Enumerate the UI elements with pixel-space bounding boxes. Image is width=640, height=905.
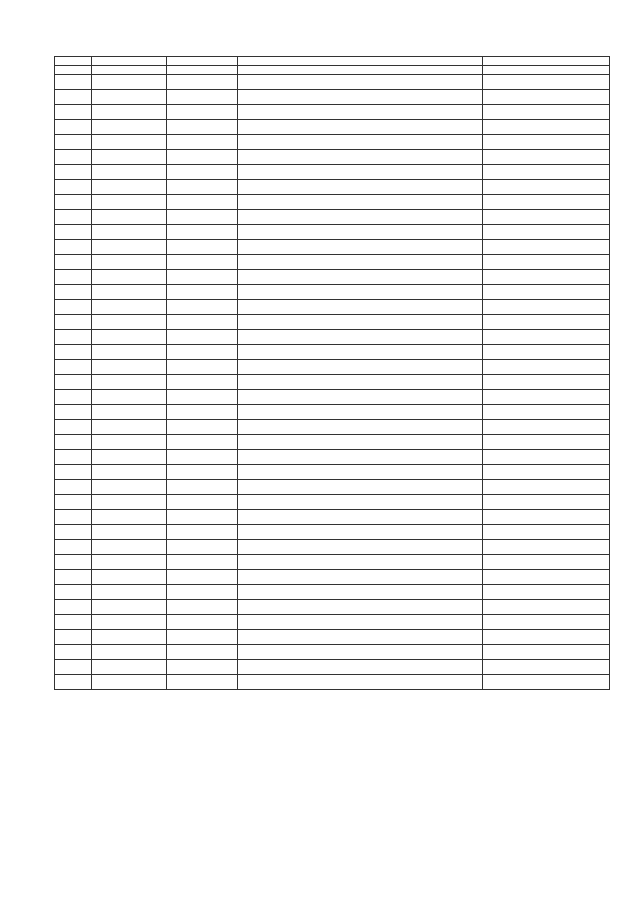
table-row	[55, 405, 610, 420]
table-cell	[167, 180, 238, 195]
table-cell	[55, 510, 92, 525]
table-cell	[55, 450, 92, 465]
table-cell	[55, 135, 92, 150]
table-cell	[238, 615, 483, 630]
table-cell	[92, 300, 167, 315]
table-cell	[483, 75, 610, 90]
table-cell	[92, 615, 167, 630]
table-cell	[167, 330, 238, 345]
table-cell	[55, 360, 92, 375]
table-row	[55, 330, 610, 345]
table-cell	[167, 465, 238, 480]
table-cell	[55, 555, 92, 570]
table-cell	[92, 105, 167, 120]
table-cell	[238, 330, 483, 345]
table-cell	[238, 465, 483, 480]
table-cell	[92, 510, 167, 525]
table-cell	[167, 630, 238, 645]
table-cell	[483, 285, 610, 300]
index-cell	[238, 66, 483, 75]
table-cell	[238, 300, 483, 315]
table-cell	[483, 645, 610, 660]
table-cell	[483, 615, 610, 630]
table-cell	[55, 150, 92, 165]
table-cell	[167, 150, 238, 165]
table-cell	[55, 585, 92, 600]
table-cell	[483, 570, 610, 585]
table-row	[55, 150, 610, 165]
land-plot-table-container	[54, 56, 584, 690]
table-cell	[92, 330, 167, 345]
table-row	[55, 255, 610, 270]
table-cell	[55, 525, 92, 540]
table-cell	[92, 120, 167, 135]
table-cell	[55, 540, 92, 555]
table-cell	[167, 510, 238, 525]
table-cell	[55, 255, 92, 270]
table-cell	[92, 255, 167, 270]
table-cell	[167, 615, 238, 630]
table-cell	[483, 420, 610, 435]
table-cell	[167, 600, 238, 615]
table-cell	[238, 150, 483, 165]
land-plot-table	[54, 56, 610, 690]
table-cell	[167, 120, 238, 135]
header-cell	[483, 57, 610, 66]
table-cell	[483, 315, 610, 330]
table-cell	[167, 285, 238, 300]
table-row	[55, 525, 610, 540]
table-cell	[167, 135, 238, 150]
table-row	[55, 480, 610, 495]
table-cell	[483, 135, 610, 150]
table-cell	[483, 345, 610, 360]
table-cell	[483, 240, 610, 255]
table-cell	[92, 225, 167, 240]
table-cell	[92, 345, 167, 360]
table-cell	[238, 270, 483, 285]
table-cell	[92, 90, 167, 105]
table-row	[55, 465, 610, 480]
table-cell	[238, 480, 483, 495]
table-cell	[92, 375, 167, 390]
table-cell	[483, 540, 610, 555]
table-cell	[167, 435, 238, 450]
table-cell	[483, 435, 610, 450]
table-cell	[167, 420, 238, 435]
table-cell	[483, 630, 610, 645]
table-cell	[92, 660, 167, 675]
table-cell	[92, 135, 167, 150]
table-cell	[483, 360, 610, 375]
table-cell	[55, 165, 92, 180]
table-cell	[238, 90, 483, 105]
table-cell	[167, 75, 238, 90]
table-cell	[55, 315, 92, 330]
table-cell	[55, 390, 92, 405]
table-cell	[238, 630, 483, 645]
table-cell	[92, 525, 167, 540]
table-cell	[92, 600, 167, 615]
table-cell	[238, 375, 483, 390]
table-cell	[483, 375, 610, 390]
table-cell	[92, 195, 167, 210]
table-cell	[55, 495, 92, 510]
table-cell	[483, 390, 610, 405]
table-cell	[238, 390, 483, 405]
table-cell	[167, 405, 238, 420]
table-cell	[167, 225, 238, 240]
table-cell	[167, 585, 238, 600]
table-cell	[55, 420, 92, 435]
table-row	[55, 510, 610, 525]
table-row	[55, 585, 610, 600]
table-cell	[167, 390, 238, 405]
table-cell	[238, 135, 483, 150]
table-cell	[483, 510, 610, 525]
table-cell	[167, 375, 238, 390]
table-row	[55, 270, 610, 285]
table-cell	[483, 255, 610, 270]
table-cell	[483, 480, 610, 495]
table-cell	[483, 330, 610, 345]
table-cell	[92, 150, 167, 165]
table-cell	[55, 105, 92, 120]
table-cell	[92, 495, 167, 510]
table-row	[55, 495, 610, 510]
table-cell	[167, 645, 238, 660]
table-cell	[167, 345, 238, 360]
index-cell	[55, 66, 92, 75]
table-cell	[238, 450, 483, 465]
table-cell	[92, 165, 167, 180]
table-row	[55, 570, 610, 585]
table-cell	[92, 210, 167, 225]
table-row	[55, 660, 610, 675]
table-row	[55, 90, 610, 105]
table-row	[55, 360, 610, 375]
table-cell	[92, 450, 167, 465]
table-cell	[92, 270, 167, 285]
table-cell	[92, 480, 167, 495]
table-cell	[92, 360, 167, 375]
table-cell	[238, 180, 483, 195]
table-cell	[55, 645, 92, 660]
table-cell	[55, 270, 92, 285]
table-cell	[92, 390, 167, 405]
table-cell	[167, 675, 238, 690]
table-cell	[483, 600, 610, 615]
table-row	[55, 600, 610, 615]
table-row	[55, 210, 610, 225]
table-row	[55, 540, 610, 555]
table-cell	[55, 600, 92, 615]
index-cell	[92, 66, 167, 75]
header-cell	[92, 57, 167, 66]
table-cell	[167, 480, 238, 495]
table-cell	[167, 555, 238, 570]
table-cell	[167, 210, 238, 225]
table-cell	[92, 570, 167, 585]
table-cell	[238, 285, 483, 300]
table-cell	[238, 660, 483, 675]
table-cell	[483, 300, 610, 315]
table-row	[55, 120, 610, 135]
table-cell	[167, 570, 238, 585]
table-cell	[238, 105, 483, 120]
table-cell	[238, 540, 483, 555]
table-cell	[483, 180, 610, 195]
table-cell	[167, 195, 238, 210]
table-cell	[238, 255, 483, 270]
table-row	[55, 135, 610, 150]
table-cell	[92, 435, 167, 450]
table-cell	[483, 555, 610, 570]
table-cell	[238, 195, 483, 210]
table-cell	[483, 675, 610, 690]
table-cell	[55, 375, 92, 390]
table-row	[55, 555, 610, 570]
header-cell	[167, 57, 238, 66]
table-cell	[167, 315, 238, 330]
table-row	[55, 420, 610, 435]
table-cell	[167, 525, 238, 540]
table-row	[55, 225, 610, 240]
table-cell	[92, 285, 167, 300]
table-cell	[92, 540, 167, 555]
header-cell	[238, 57, 483, 66]
table-cell	[55, 285, 92, 300]
table-row	[55, 630, 610, 645]
table-row	[55, 165, 610, 180]
table-row	[55, 375, 610, 390]
table-cell	[238, 420, 483, 435]
table-row	[55, 450, 610, 465]
table-row	[55, 390, 610, 405]
table-cell	[92, 585, 167, 600]
table-cell	[55, 465, 92, 480]
table-cell	[92, 180, 167, 195]
table-cell	[483, 525, 610, 540]
table-cell	[483, 405, 610, 420]
table-row	[55, 75, 610, 90]
table-cell	[483, 465, 610, 480]
table-cell	[238, 645, 483, 660]
table-cell	[92, 75, 167, 90]
table-cell	[483, 105, 610, 120]
table-cell	[483, 450, 610, 465]
table-cell	[483, 195, 610, 210]
header-cell	[55, 57, 92, 66]
table-cell	[167, 300, 238, 315]
table-cell	[483, 270, 610, 285]
table-row	[55, 105, 610, 120]
table-cell	[55, 660, 92, 675]
table-cell	[167, 255, 238, 270]
table-cell	[167, 270, 238, 285]
table-cell	[238, 600, 483, 615]
table-cell	[238, 240, 483, 255]
table-cell	[483, 210, 610, 225]
table-cell	[55, 435, 92, 450]
table-cell	[483, 585, 610, 600]
table-cell	[483, 495, 610, 510]
table-cell	[92, 645, 167, 660]
table-cell	[92, 555, 167, 570]
table-body	[55, 75, 610, 690]
table-row	[55, 345, 610, 360]
column-index-row	[55, 66, 610, 75]
table-row	[55, 240, 610, 255]
table-cell	[238, 435, 483, 450]
table-cell	[55, 195, 92, 210]
table-cell	[55, 75, 92, 90]
table-cell	[483, 150, 610, 165]
table-cell	[55, 300, 92, 315]
table-cell	[55, 480, 92, 495]
table-cell	[55, 615, 92, 630]
table-cell	[167, 495, 238, 510]
table-cell	[167, 165, 238, 180]
table-cell	[238, 210, 483, 225]
table-cell	[238, 510, 483, 525]
table-cell	[238, 165, 483, 180]
table-cell	[92, 420, 167, 435]
table-cell	[92, 465, 167, 480]
table-cell	[55, 330, 92, 345]
table-cell	[238, 360, 483, 375]
table-cell	[238, 525, 483, 540]
table-cell	[92, 630, 167, 645]
table-cell	[483, 165, 610, 180]
table-cell	[55, 405, 92, 420]
table-cell	[238, 345, 483, 360]
table-row	[55, 195, 610, 210]
table-cell	[92, 675, 167, 690]
table-cell	[92, 315, 167, 330]
table-cell	[92, 240, 167, 255]
table-cell	[238, 225, 483, 240]
index-cell	[483, 66, 610, 75]
table-cell	[167, 540, 238, 555]
table-row	[55, 675, 610, 690]
table-row	[55, 285, 610, 300]
table-row	[55, 315, 610, 330]
table-cell	[238, 675, 483, 690]
table-cell	[55, 120, 92, 135]
table-cell	[238, 585, 483, 600]
header-row	[55, 57, 610, 66]
table-cell	[483, 225, 610, 240]
index-cell	[167, 66, 238, 75]
table-cell	[55, 180, 92, 195]
table-cell	[92, 405, 167, 420]
table-cell	[238, 570, 483, 585]
table-row	[55, 435, 610, 450]
table-cell	[55, 630, 92, 645]
table-row	[55, 180, 610, 195]
table-cell	[167, 360, 238, 375]
table-cell	[238, 405, 483, 420]
table-cell	[55, 90, 92, 105]
table-cell	[483, 660, 610, 675]
table-cell	[55, 240, 92, 255]
table-row	[55, 645, 610, 660]
table-cell	[483, 90, 610, 105]
table-cell	[167, 105, 238, 120]
table-cell	[238, 315, 483, 330]
table-cell	[55, 570, 92, 585]
table-cell	[238, 120, 483, 135]
table-cell	[238, 75, 483, 90]
table-cell	[238, 555, 483, 570]
table-cell	[55, 210, 92, 225]
table-cell	[55, 675, 92, 690]
table-cell	[167, 660, 238, 675]
table-cell	[167, 450, 238, 465]
table-cell	[55, 345, 92, 360]
table-cell	[55, 225, 92, 240]
table-row	[55, 615, 610, 630]
table-cell	[238, 495, 483, 510]
table-row	[55, 300, 610, 315]
table-cell	[167, 240, 238, 255]
table-cell	[483, 120, 610, 135]
table-cell	[167, 90, 238, 105]
